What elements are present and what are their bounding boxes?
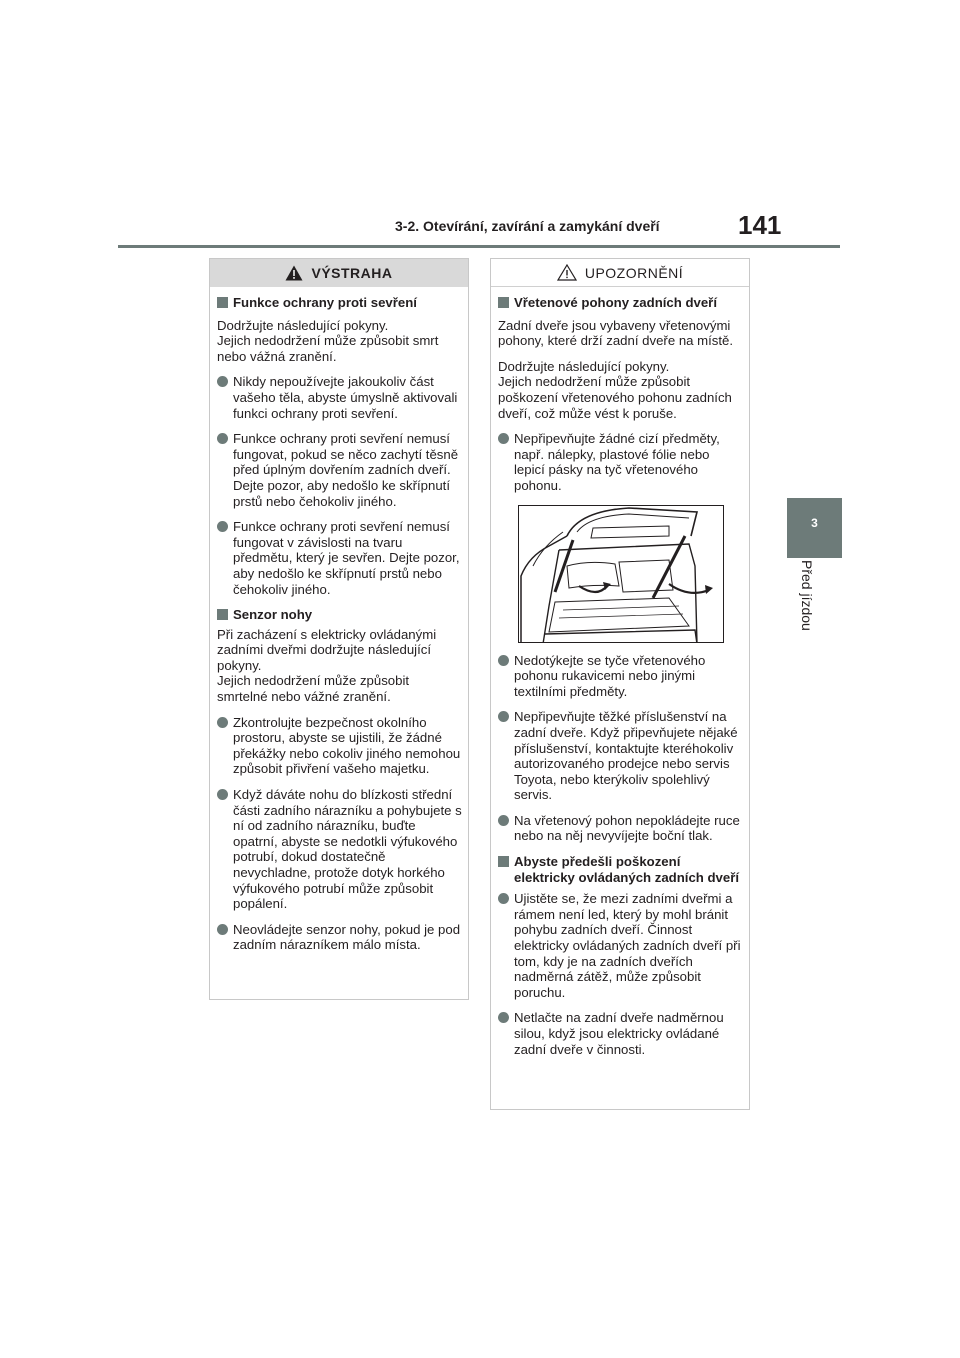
warning-triangle-icon (285, 265, 303, 281)
chapter-label (785, 560, 845, 660)
notice-title: UPOZORNĚNÍ (584, 264, 684, 281)
warning-bullet: Když dáváte nohu do blízkosti střední části zadního nárazníku a pohybujete s ní od zadního nárazníku, buďte opatrní, abyste se nedotkli výfukového potrubí, dokud dostatečně nevychladne, protože dotyk horkého výfukového potrubí může způsobit popálení. (217, 787, 462, 912)
notice-paragraph: Zadní dveře jsou vybaveny vřetenovými pohony, které drží zadní dveře na místě. (498, 317, 734, 349)
notice-section-title: Vřetenové pohony zadních dveří (498, 295, 743, 311)
round-bullet-icon (498, 893, 509, 904)
notice-bullet: Nepřipevňujte žádné cizí předměty, např. nálepky, plastové fólie nebo lepicí pásky na tyč vřetenového pohonu. (498, 431, 743, 493)
round-bullet-icon (217, 717, 228, 728)
warning-bullet: Zkontrolujte bezpečnost okolního prostoru, abyste se ujistili, že žádné překážky nebo cokoliv jiného nemohou způsobit přivření vašeho majetku. (217, 715, 462, 777)
warning-header (210, 259, 468, 287)
square-bullet-icon (498, 297, 509, 308)
warning-title: VÝSTRAHA (311, 265, 393, 281)
header-section-title: 3-2. Otevírání, zavírání a zamykání dveří (395, 218, 660, 234)
round-bullet-icon (217, 789, 228, 800)
warning-bullet: Funkce ochrany proti sevření nemusí fungovat, pokud se něco zachytí těsně před úplným dovřením zadních dveří. Dejte pozor, aby nedošlo ke skřípnutí prstů nebo čehokoliv jiného. (217, 431, 462, 509)
round-bullet-icon (217, 924, 228, 935)
warning-box (209, 258, 469, 1000)
square-bullet-icon (217, 609, 228, 620)
round-bullet-icon (217, 376, 228, 387)
warning-section-title: Senzor nohy (217, 607, 462, 623)
notice-bullet: Na vřetenový pohon nepokládejte ruce nebo na něj nevyvíjejte boční tlak. (498, 813, 743, 844)
round-bullet-icon (498, 711, 509, 722)
notice-header (491, 259, 749, 287)
notice-paragraph: Dodržujte následující pokyny. Jejich nedodržení může způsobit poškození vřetenového pohonu zadních dveří, což může vést k poruše. (498, 358, 732, 421)
notice-bullet: Ujistěte se, že mezi zadními dveřmi a rámem není led, který by mohl bránit pohybu zadních dveří. Činnost elektricky ovládaných zadních dveří při tom, kdy je na zadních dveřích nadměrná zátěž, může způsobit poruchu. (498, 891, 743, 1000)
caution-triangle-icon (557, 264, 577, 281)
chapter-label-text: Před jízdou (799, 560, 815, 631)
round-bullet-icon (498, 815, 509, 826)
round-bullet-icon (498, 655, 509, 666)
notice-bullet: Netlačte na zadní dveře nadměrnou silou, když jsou elektricky ovládané zadní dveře v činnosti. (498, 1010, 743, 1057)
chapter-tab: 3 (787, 498, 842, 558)
page-number: 141 (738, 210, 782, 240)
warning-bullet: Nikdy nepoužívejte jakoukoliv část vašeho těla, abyste úmyslně aktivovali funkci ochrany proti sevření. (217, 374, 462, 421)
warning-bullet: Neovládejte senzor nohy, pokud je pod zadním nárazníkem málo místa. (217, 922, 462, 953)
square-bullet-icon (498, 856, 509, 867)
notice-box (490, 258, 750, 1110)
warning-bullet: Funkce ochrany proti sevření nemusí fungovat v závislosti na tvaru předmětu, který je sevřen. Dejte pozor, aby nedošlo ke skřípnutí prstů nebo čehokoliv jiného. (217, 519, 462, 597)
notice-bullet: Nedotýkejte se tyče vřetenového pohonu rukavicemi nebo jinými textilními předměty. (498, 653, 743, 700)
warning-paragraph: Při zacházení s elektricky ovládanými zadními dveřmi dodržujte následující pokyny. Jejich nedodržení může způsobit smrtelné nebo vážné zranění. (217, 626, 437, 705)
round-bullet-icon (498, 433, 509, 444)
square-bullet-icon (217, 297, 228, 308)
round-bullet-icon (217, 521, 228, 532)
notice-section-title: Abyste předešli poškození elektricky ovládaných zadních dveří (498, 854, 743, 885)
warning-section-title: Funkce ochrany proti sevření (217, 295, 462, 311)
tailgate-illustration-svg (519, 506, 724, 643)
round-bullet-icon (217, 433, 228, 444)
round-bullet-icon (498, 1012, 509, 1023)
notice-bullet: Nepřipevňujte těžké příslušenství na zadní dveře. Když připevňujete nějaké příslušenství, kontaktujte kteréhokoliv autorizovaného prodejce nebo servis Toyota, nebo kterýkoliv spolehlivý servis. (498, 709, 743, 803)
header-rule (118, 245, 840, 248)
warning-paragraph: Dodržujte následující pokyny. Jejich nedodržení může způsobit smrt nebo vážná zranění. (217, 317, 439, 364)
tailgate-strut-illustration (518, 505, 724, 643)
